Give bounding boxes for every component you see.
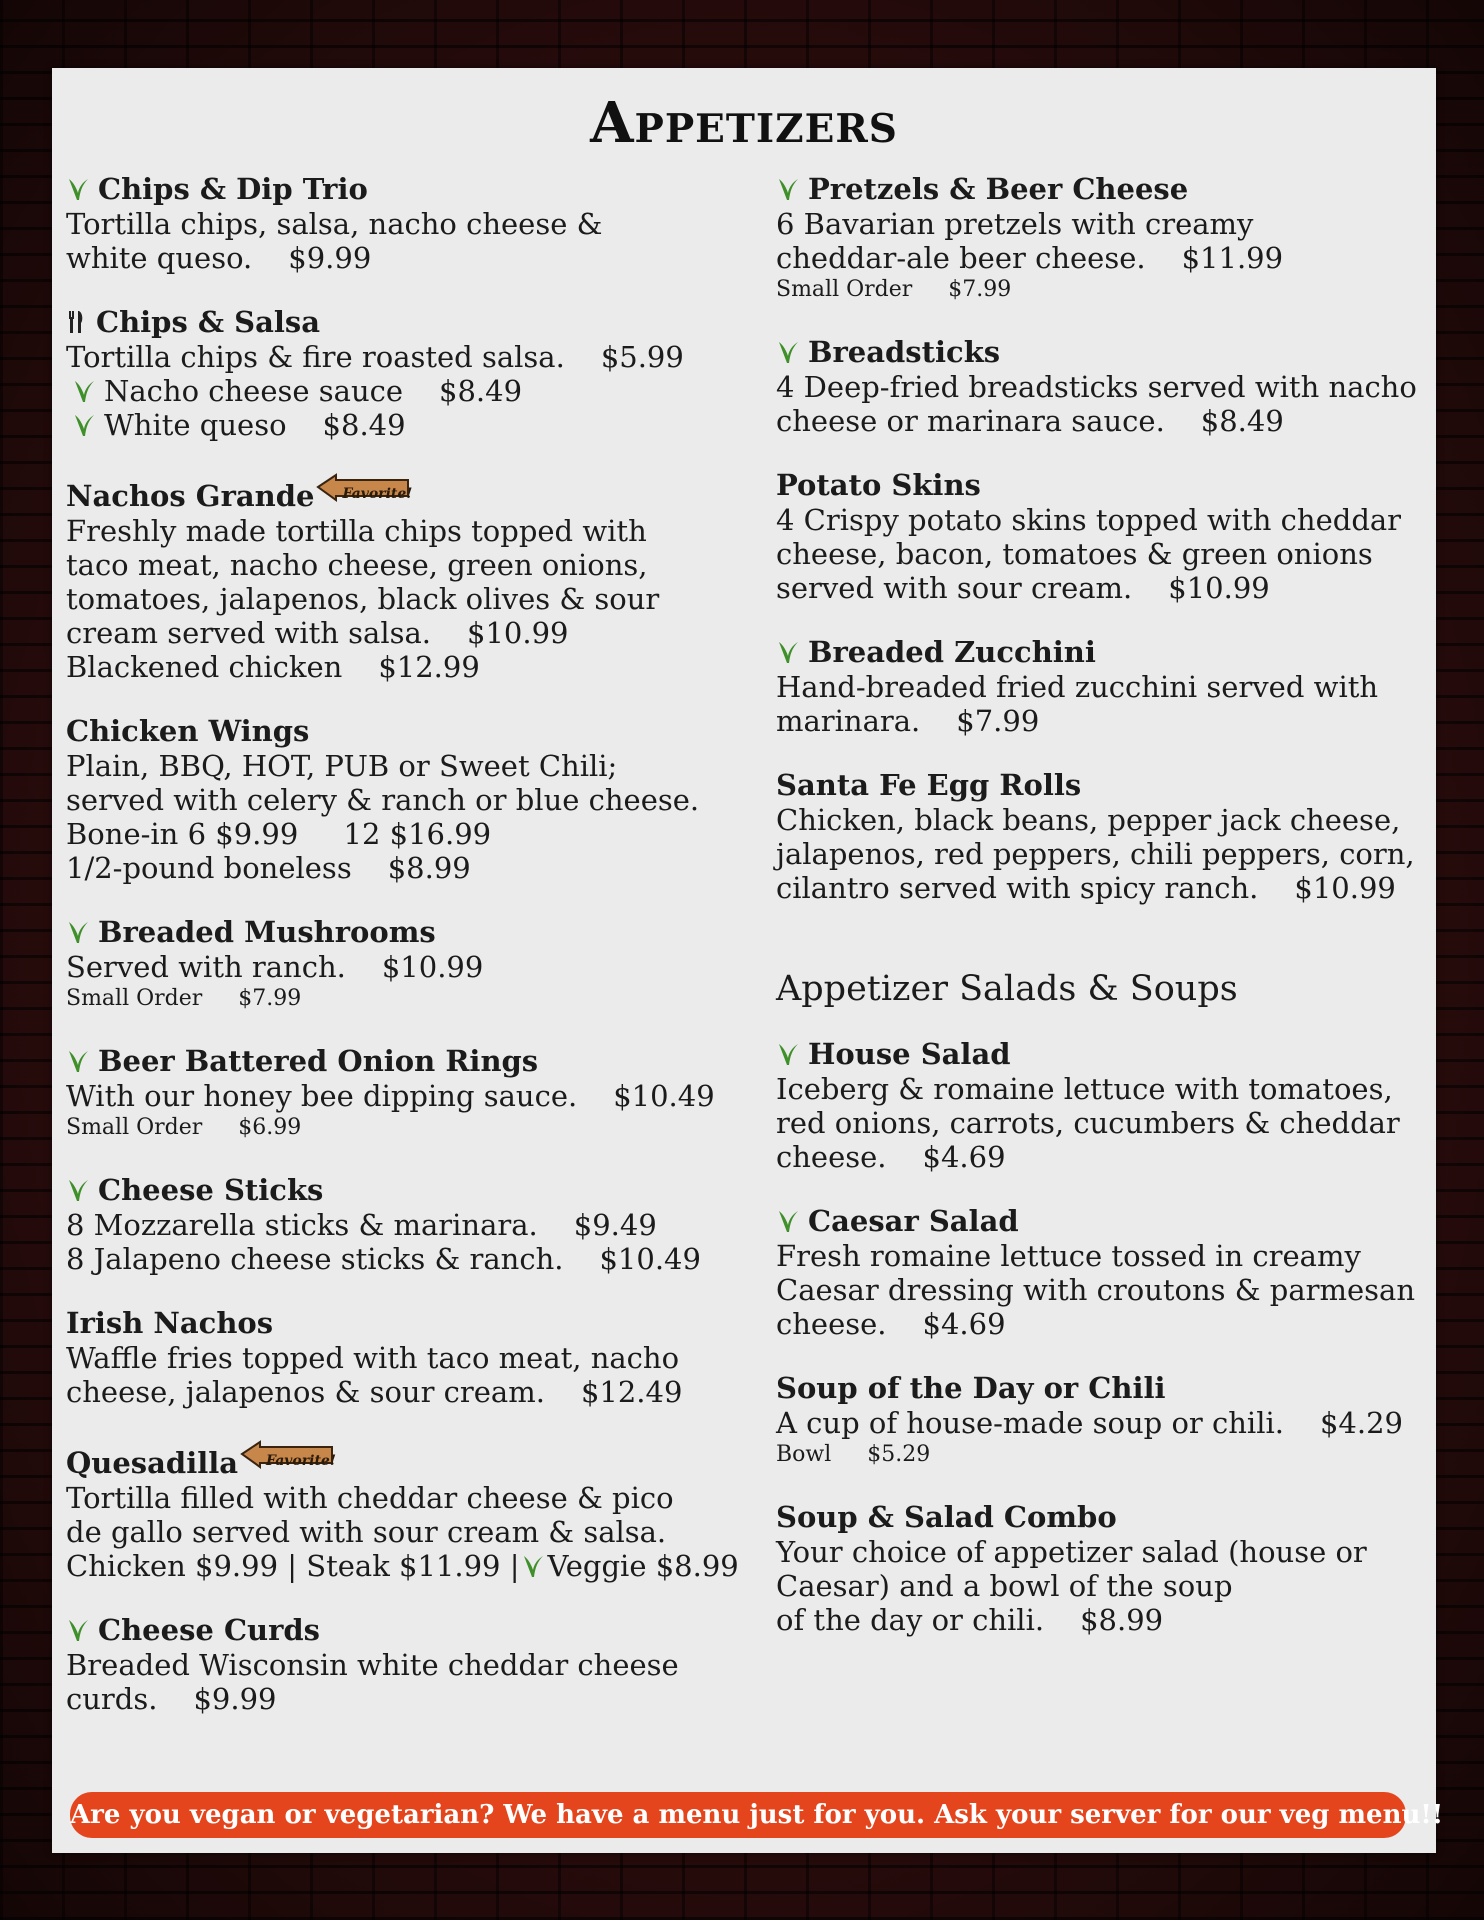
description-line: Tortilla filled with cheddar cheese & pico (66, 1481, 674, 1515)
description-line: 6 Bavarian pretzels with creamy (776, 207, 1254, 241)
vegetarian-leaf-icon (66, 176, 90, 202)
description-line: de gallo served with sour cream & salsa. (66, 1515, 667, 1549)
menu-item (66, 1613, 756, 1716)
description-line: Breaded Wisconsin white cheddar cheese (66, 1648, 679, 1682)
options-line: Chicken $9.99 | Steak $11.99 | Veggie $8.99 (66, 1549, 739, 1583)
price: $9.99 (193, 1682, 277, 1716)
description-line: Hand-breaded fried zucchini served with (776, 670, 1379, 704)
description-line: cilantro served with spicy ranch. $10.99 (776, 871, 1396, 905)
item-name: Nachos Grande Favorite! (66, 472, 756, 514)
description-line: 8 Mozzarella sticks & marinara. $9.49 (66, 1208, 657, 1242)
small-order-line: Bowl $5.29 (776, 1442, 931, 1467)
item-name: Quesadilla Favorite! (66, 1439, 756, 1481)
menu-item (66, 472, 756, 684)
description-line: cheese or marinara sauce. $8.49 (776, 404, 1284, 438)
left-column (66, 172, 756, 1746)
menu-item (776, 1371, 1426, 1470)
description-line: White queso $8.49 (66, 408, 756, 442)
description-line: Tortilla chips & fire roasted salsa. $5.99 (66, 340, 684, 374)
description-line: of the day or chili. $8.99 (776, 1603, 1164, 1637)
menu-item (776, 1204, 1426, 1341)
description-line: cheddar-ale beer cheese. $11.99 (776, 241, 1284, 275)
description-line: Waffle fries topped with taco meat, nacho (66, 1341, 680, 1375)
menu-item (66, 305, 756, 442)
description-line: 4 Deep-fried breadsticks served with nacho (776, 370, 1417, 404)
item-name: Breadsticks (776, 335, 1426, 370)
item-name: Chips & Salsa (66, 305, 756, 340)
description-line: tomatoes, jalapenos, black olives & sour (66, 582, 660, 616)
price: $10.99 (467, 616, 569, 650)
description-line: jalapenos, red peppers, chili peppers, corn, (776, 837, 1415, 871)
menu-item (776, 635, 1426, 738)
price: $12.99 (378, 650, 480, 684)
price: $9.49 (573, 1208, 657, 1242)
price: $9.99 (288, 241, 372, 275)
small-order-line: Small Order $6.99 (66, 1115, 302, 1140)
description-line: cheese, jalapenos & sour cream. $12.49 (66, 1375, 683, 1409)
menu-item (776, 172, 1426, 305)
menu-item (66, 172, 756, 275)
menu-item (66, 1044, 756, 1143)
item-name: Cheese Sticks (66, 1173, 756, 1208)
description-line: marinara. $7.99 (776, 704, 1040, 738)
menu-item (66, 915, 756, 1014)
price: $10.99 (1168, 571, 1270, 605)
item-name: House Salad (776, 1037, 1426, 1072)
price: $10.49 (613, 1079, 715, 1113)
right-column (776, 172, 1426, 1667)
favorite-tag: Favorite! (240, 1439, 336, 1469)
description-line: Served with ranch. $10.99 (66, 950, 484, 984)
price: $8.49 (1200, 404, 1284, 438)
vegetarian-leaf-icon (72, 412, 96, 438)
page-title: Appetizers (590, 90, 898, 156)
description-line: cheese. $4.69 (776, 1140, 1006, 1174)
item-name: Chips & Dip Trio (66, 172, 756, 207)
vegetarian-leaf-icon (66, 1617, 90, 1643)
vegetarian-leaf-icon (521, 1553, 545, 1579)
item-name: Potato Skins (776, 468, 981, 502)
menu-item (66, 714, 756, 885)
description-line: 8 Jalapeno cheese sticks & ranch. $10.49 (66, 1242, 701, 1276)
menu-item (776, 468, 1426, 605)
menu-item (66, 1173, 756, 1276)
description-line: cream served with salsa. $10.99 (66, 616, 569, 650)
menu-item (776, 335, 1426, 438)
description-line: red onions, carrots, cucumbers & cheddar (776, 1106, 1400, 1140)
description-line: Caesar dressing with croutons & parmesan (776, 1273, 1416, 1307)
description-line: taco meat, nacho cheese, green onions, (66, 548, 648, 582)
vegetarian-leaf-icon (776, 339, 800, 365)
vegetarian-leaf-icon (776, 1208, 800, 1234)
price: $7.99 (238, 986, 302, 1011)
item-name: Caesar Salad (776, 1204, 1426, 1239)
price: $4.69 (922, 1307, 1006, 1341)
description-line: With our honey bee dipping sauce. $10.49 (66, 1079, 715, 1113)
menu-item (776, 1037, 1426, 1174)
favorite-tag: Favorite! (316, 472, 412, 502)
menu-item (66, 1439, 756, 1583)
vegetarian-leaf-icon (72, 378, 96, 404)
price: $7.99 (956, 704, 1040, 738)
price: $8.99 (1080, 1603, 1164, 1637)
price: $8.49 (322, 408, 406, 442)
description-line: Bone-in 6 $9.99 12 $16.99 (66, 817, 492, 851)
description-line: Your choice of appetizer salad (house or (776, 1535, 1367, 1569)
description-line: cheese. $4.69 (776, 1307, 1006, 1341)
description-line: served with sour cream. $10.99 (776, 571, 1270, 605)
price: 12 $16.99 (343, 817, 492, 851)
veg-menu-banner: Are you vegan or vegetarian? We have a menu just for you. Ask your server for our veg menu!! (70, 1792, 1406, 1838)
vegetarian-leaf-icon (776, 1041, 800, 1067)
menu-panel (52, 68, 1444, 1853)
price: $4.69 (922, 1140, 1006, 1174)
vegetarian-leaf-icon (66, 919, 90, 945)
item-name: Soup & Salad Combo (776, 1500, 1117, 1534)
menu-item (776, 768, 1426, 905)
description-line: served with celery & ranch or blue cheese. (66, 783, 700, 817)
item-name: Pretzels & Beer Cheese (776, 172, 1426, 207)
item-name: Breaded Mushrooms (66, 915, 756, 950)
item-name: Cheese Curds (66, 1613, 756, 1648)
price: $8.49 (439, 374, 523, 408)
item-name: Santa Fe Egg Rolls (776, 768, 1082, 802)
description-line: Tortilla chips, salsa, nacho cheese & (66, 207, 603, 241)
price: $4.29 (1319, 1406, 1403, 1440)
description-line: Blackened chicken $12.99 (66, 650, 480, 684)
description-line: Chicken, black beans, pepper jack cheese, (776, 803, 1401, 837)
price: $11.99 (1181, 241, 1284, 275)
small-order-line: Small Order $7.99 (66, 986, 302, 1011)
vegetarian-leaf-icon (776, 176, 800, 202)
item-name: Soup of the Day or Chili (776, 1371, 1166, 1405)
item-name: Irish Nachos (66, 1306, 274, 1340)
vegetarian-leaf-icon (66, 1177, 90, 1203)
description-line: Freshly made tortilla chips topped with (66, 514, 647, 548)
price: $10.99 (1294, 871, 1396, 905)
price: $5.99 (600, 340, 684, 374)
fork-knife-icon (66, 309, 86, 335)
description-line: Iceberg & romaine lettuce with tomatoes, (776, 1072, 1393, 1106)
description-line: Plain, BBQ, HOT, PUB or Sweet Chili; (66, 749, 618, 783)
description-line: white queso. $9.99 (66, 241, 372, 275)
item-name: Beer Battered Onion Rings (66, 1044, 756, 1079)
small-order-line: Small Order $7.99 (776, 277, 1012, 302)
description-line: 4 Crispy potato skins topped with cheddar (776, 503, 1402, 537)
salads-soups-heading: Appetizer Salads & Soups (776, 969, 1238, 1009)
price: $10.49 (599, 1242, 701, 1276)
price: $6.99 (238, 1115, 302, 1140)
price: $10.99 (381, 950, 484, 984)
price: $8.99 (387, 851, 471, 885)
vegetarian-leaf-icon (776, 639, 800, 665)
price: $7.99 (948, 277, 1012, 302)
item-name: Breaded Zucchini (776, 635, 1426, 670)
description-line: A cup of house-made soup or chili. $4.29 (776, 1406, 1403, 1440)
menu-item (776, 1500, 1426, 1637)
description-line: Caesar) and a bowl of the soup (776, 1569, 1233, 1603)
price: $5.29 (867, 1442, 931, 1467)
description-line: cheese, bacon, tomatoes & green onions (776, 537, 1373, 571)
item-name: Chicken Wings (66, 714, 310, 748)
menu-item (66, 1306, 756, 1409)
description-line: 1/2-pound boneless $8.99 (66, 851, 471, 885)
description-line: Nacho cheese sauce $8.49 (66, 374, 756, 408)
description-line: curds. $9.99 (66, 1682, 277, 1716)
vegetarian-leaf-icon (66, 1048, 90, 1074)
description-line: Fresh romaine lettuce tossed in creamy (776, 1239, 1361, 1273)
price: $12.49 (580, 1375, 683, 1409)
